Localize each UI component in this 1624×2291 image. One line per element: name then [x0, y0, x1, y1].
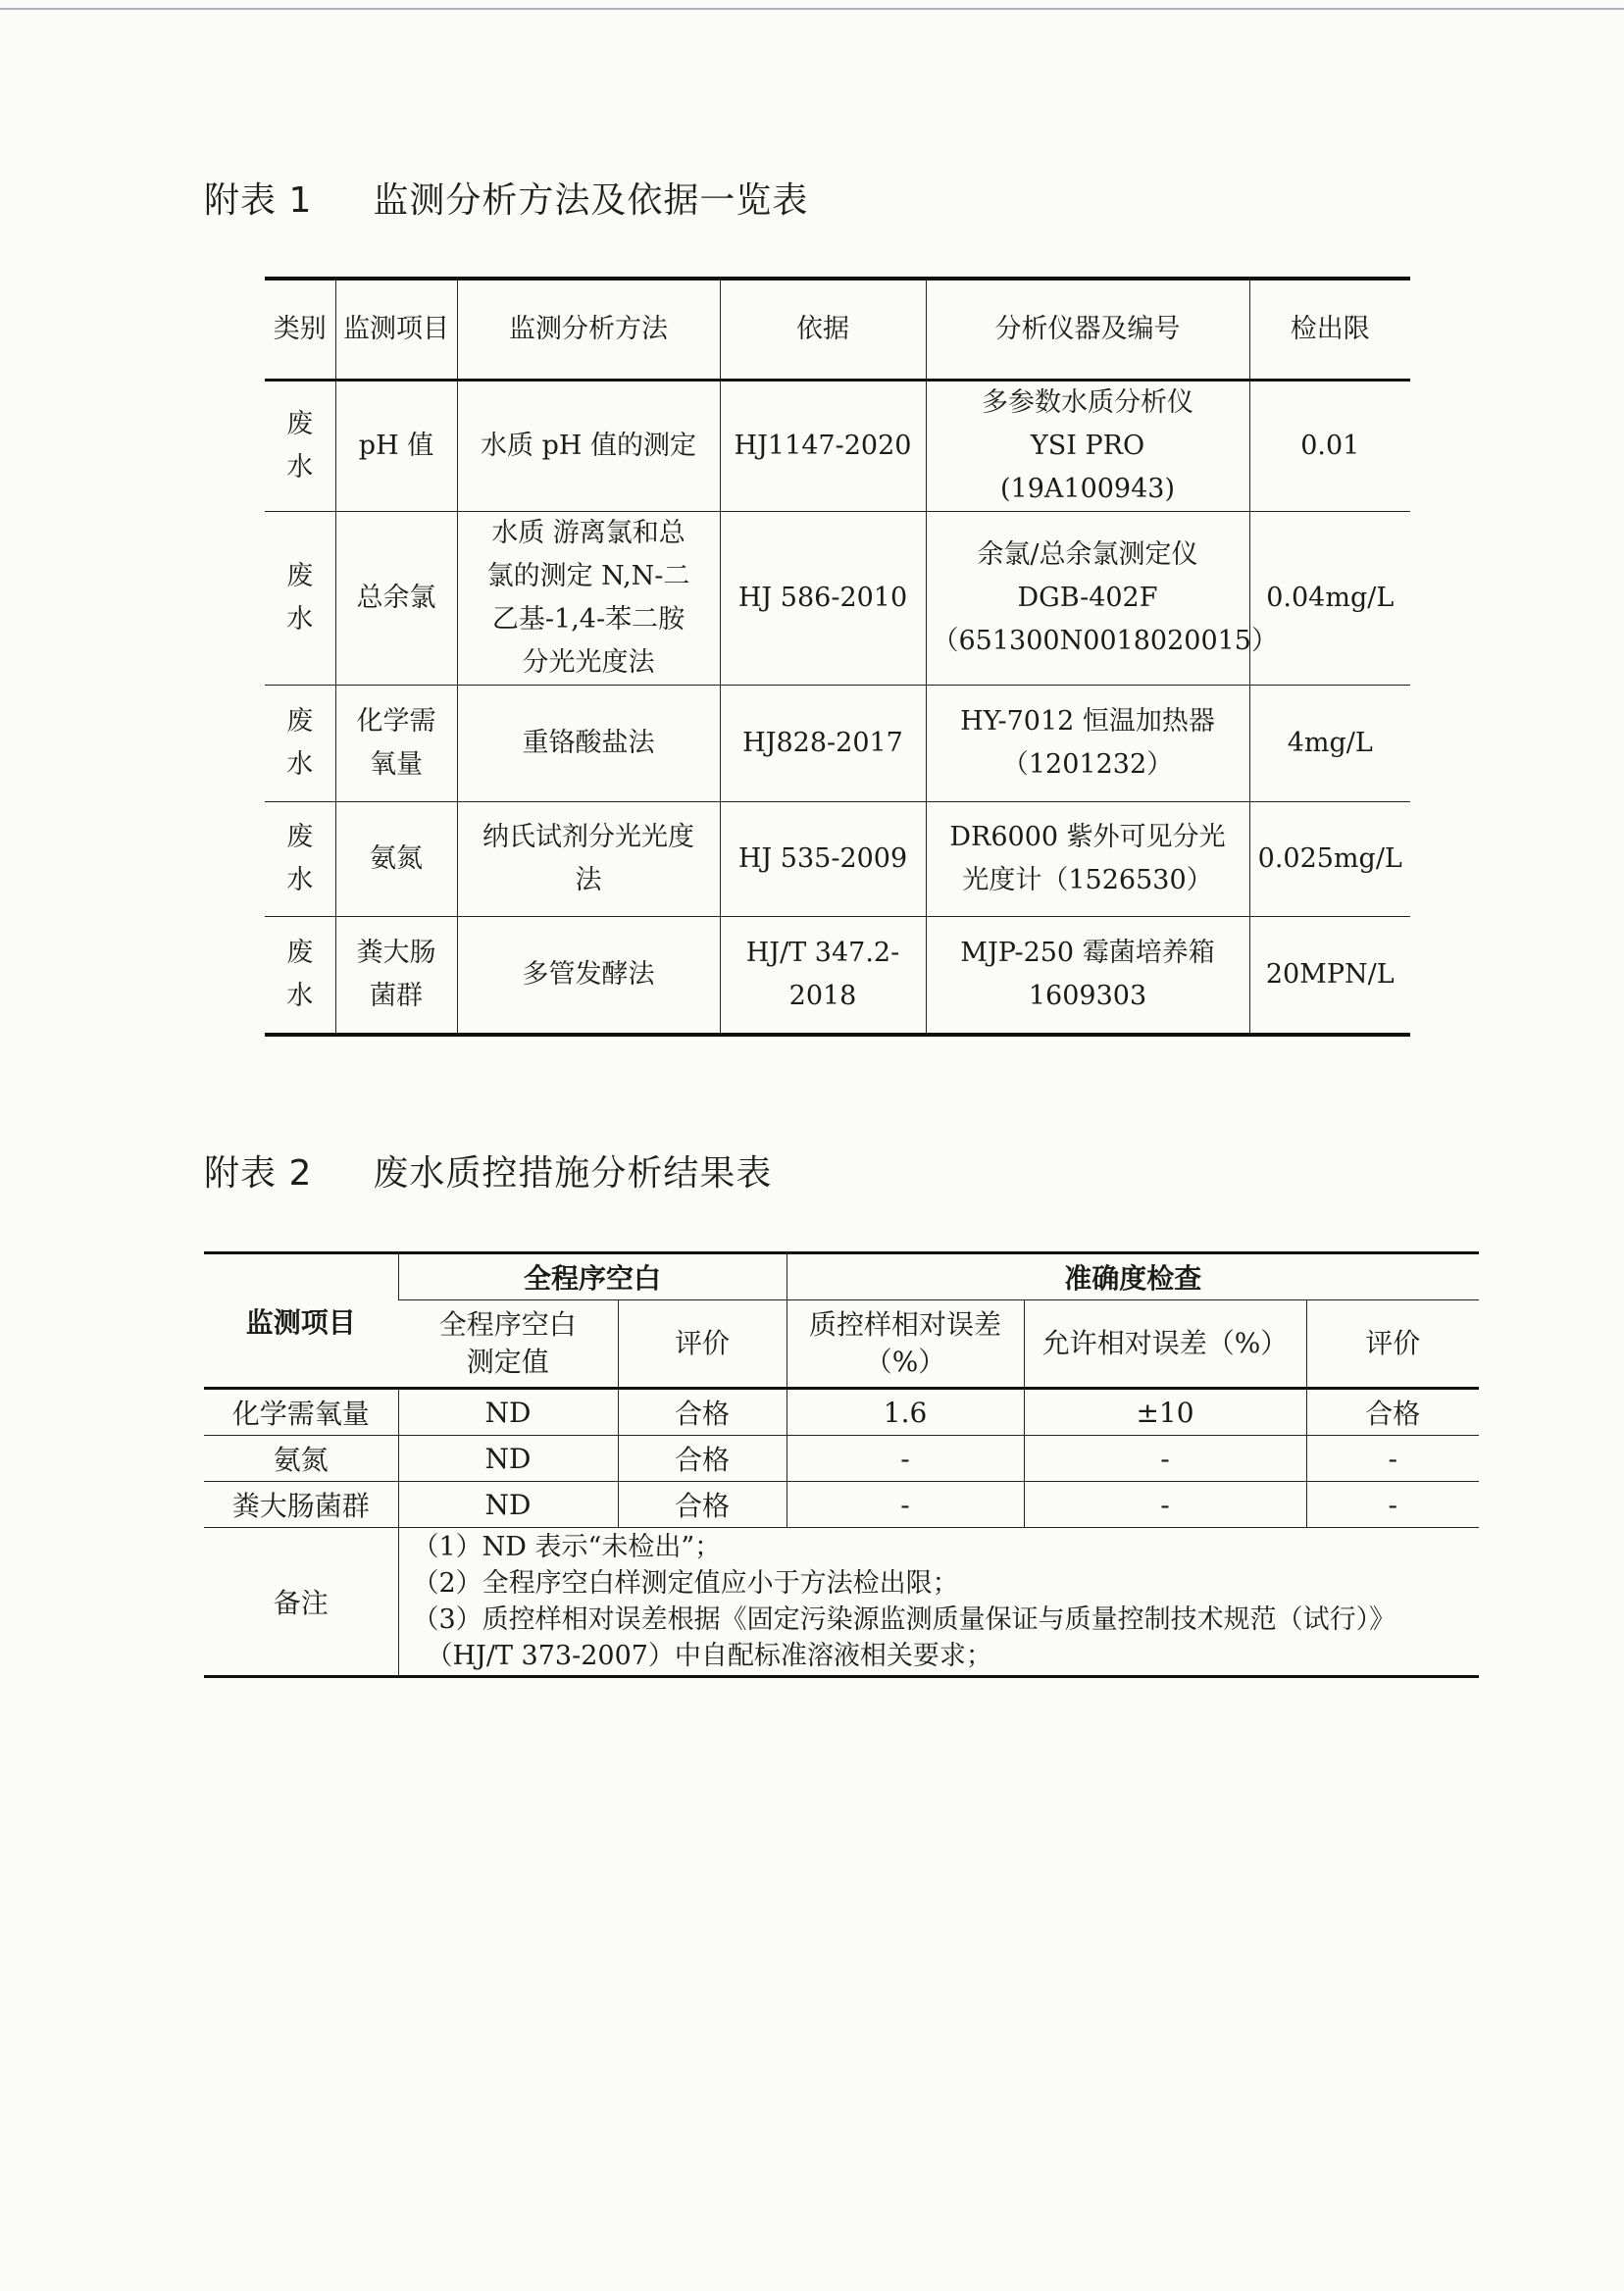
- cell-item-line: 化学需: [356, 706, 436, 737]
- header-basis: 依据: [720, 279, 926, 381]
- cell-basis: [720, 917, 926, 1036]
- cell-category-line: 水: [286, 604, 314, 635]
- qc-blank-eval: 合格: [618, 1482, 787, 1528]
- qc-header-rel-error: [787, 1300, 1024, 1389]
- cell-limit: 4mg/L: [1249, 686, 1410, 802]
- cell-instrument-line: 1609303: [1028, 981, 1147, 1011]
- cell-instrument: [926, 686, 1249, 802]
- cell-item-line: 氨氮: [370, 843, 423, 874]
- scan-edge: [0, 8, 1624, 10]
- qc-note-4: （HJ/T 373-2007）中自配标准溶液相关要求；: [426, 1641, 992, 1671]
- cell-instrument-line: 多参数水质分析仪: [982, 387, 1193, 418]
- qc-acc-eval: 合格: [1306, 1389, 1479, 1436]
- cell-method-line: 水质 pH 值的测定: [481, 431, 696, 461]
- qc-acc-eval: -: [1306, 1482, 1479, 1528]
- cell-basis-line: HJ/T 347.2-: [745, 938, 900, 968]
- methods-table-header: [265, 279, 1410, 381]
- cell-basis: [720, 686, 926, 802]
- cell-item: [335, 381, 457, 512]
- qc-header-accuracy-group: 准确度检查: [787, 1253, 1479, 1300]
- cell-category-line: 水: [286, 981, 314, 1011]
- header-method: 监测分析方法: [457, 279, 720, 381]
- cell-category-line: 水: [286, 452, 314, 483]
- cell-category: [265, 802, 335, 917]
- qc-header-group-row: [204, 1253, 1479, 1300]
- cell-method-line: 乙基-1,4-苯二胺: [491, 604, 685, 635]
- cell-basis: [720, 512, 926, 686]
- cell-instrument-line: MJP-250 霉菌培养箱: [960, 938, 1215, 968]
- cell-method-line: 氯的测定 N,N-二: [486, 561, 690, 591]
- cell-item: [335, 512, 457, 686]
- cell-method-line: 水质 游离氯和总: [491, 518, 685, 548]
- qc-blank-eval: 合格: [618, 1389, 787, 1436]
- header-limit: 检出限: [1249, 279, 1410, 381]
- cell-category-line: 废: [286, 706, 314, 737]
- cell-category-line: 废: [286, 822, 314, 852]
- qc-item: 化学需氧量: [204, 1389, 398, 1436]
- cell-category-line: 废: [286, 938, 314, 968]
- qc-rel-error: -: [787, 1482, 1024, 1528]
- qc-header-allowed: 允许相对误差（%）: [1024, 1300, 1306, 1389]
- qc-notes: [398, 1528, 1479, 1677]
- cell-category-line: 水: [286, 865, 314, 895]
- qc-rel-error: -: [787, 1436, 1024, 1482]
- cell-instrument-line: （651300N0018020015）: [932, 626, 1278, 656]
- table2-caption: [204, 1146, 772, 1196]
- methods-table-row: [265, 802, 1410, 917]
- cell-instrument-line: DR6000 紫外可见分光: [949, 822, 1226, 852]
- cell-item-line: 菌群: [370, 981, 423, 1011]
- cell-method-line: 法: [575, 865, 602, 895]
- cell-method: [457, 802, 720, 917]
- methods-table-row: [265, 686, 1410, 802]
- methods-table-row: [265, 512, 1410, 686]
- cell-basis-line: HJ1147-2020: [734, 431, 912, 461]
- cell-instrument-line: （1201232）: [1001, 749, 1174, 780]
- cell-method: [457, 686, 720, 802]
- qc-header-blank-value-line1: 全程序空白: [438, 1308, 577, 1341]
- cell-basis-line: HJ 586-2010: [737, 583, 908, 613]
- qc-item: 粪大肠菌群: [204, 1482, 398, 1528]
- header-category: 类别: [265, 279, 335, 381]
- cell-category: [265, 381, 335, 512]
- cell-method: [457, 381, 720, 512]
- qc-allowed: -: [1024, 1436, 1306, 1482]
- qc-allowed: -: [1024, 1482, 1306, 1528]
- cell-basis-line: 2018: [788, 981, 857, 1011]
- cell-item: [335, 686, 457, 802]
- qc-item: 氨氮: [204, 1436, 398, 1482]
- qc-acc-eval: -: [1306, 1436, 1479, 1482]
- cell-basis: [720, 381, 926, 512]
- qc-note-3: （3）质控样相对误差根据《固定污染源监测质量保证与质量控制技术规范（试行）》: [412, 1604, 1396, 1635]
- qc-header-acc-eval: 评价: [1306, 1300, 1479, 1389]
- methods-table: [265, 277, 1410, 1037]
- cell-method-line: 分光光度法: [522, 647, 655, 678]
- cell-item: [335, 917, 457, 1036]
- qc-note-1: （1）ND 表示“未检出”；: [412, 1532, 722, 1562]
- cell-item-line: 总余氯: [356, 583, 436, 613]
- qc-allowed: ±10: [1024, 1389, 1306, 1436]
- cell-item-line: 氧量: [370, 749, 423, 780]
- cell-category-line: 废: [286, 409, 314, 439]
- table1-caption-number: 附表 1: [204, 180, 313, 221]
- cell-category: [265, 686, 335, 802]
- qc-header-blank-group: 全程序空白: [398, 1253, 787, 1300]
- header-item: 监测项目: [335, 279, 457, 381]
- cell-limit: 0.04mg/L: [1249, 512, 1410, 686]
- qc-blank-value: ND: [398, 1482, 618, 1528]
- qc-row: [204, 1482, 1479, 1528]
- header-instrument: 分析仪器及编号: [926, 279, 1249, 381]
- qc-header-item: 监测项目: [204, 1253, 398, 1389]
- cell-method-line: 纳氏试剂分光光度: [482, 822, 694, 852]
- cell-item: [335, 802, 457, 917]
- methods-table-row: [265, 917, 1410, 1036]
- cell-instrument-line: (19A100943): [1000, 474, 1175, 504]
- methods-table-row: [265, 381, 1410, 512]
- qc-notes-label: 备注: [204, 1528, 398, 1677]
- cell-basis-line: HJ 535-2009: [737, 843, 908, 874]
- qc-note-2: （2）全程序空白样测定值应小于方法检出限；: [412, 1568, 959, 1599]
- cell-category: [265, 917, 335, 1036]
- table2-caption-title: 废水质控措施分析结果表: [373, 1153, 773, 1194]
- cell-instrument: [926, 512, 1278, 686]
- cell-method-line: 重铬酸盐法: [522, 728, 655, 758]
- cell-method: [457, 917, 720, 1036]
- qc-blank-value: ND: [398, 1436, 618, 1482]
- qc-header-rel-error-line2: （%）: [864, 1346, 946, 1378]
- qc-row: [204, 1389, 1479, 1436]
- cell-item-line: 粪大肠: [356, 938, 436, 968]
- qc-blank-value: ND: [398, 1389, 618, 1436]
- cell-method: [457, 512, 720, 686]
- cell-instrument-line: HY-7012 恒温加热器: [960, 706, 1215, 737]
- cell-item-line: pH 值: [358, 431, 434, 461]
- cell-instrument-line: YSI PRO: [1030, 431, 1145, 461]
- cell-instrument-line: 余氯/总余氯测定仪: [977, 539, 1198, 570]
- table1-caption-title: 监测分析方法及依据一览表: [373, 180, 809, 221]
- cell-limit: 20MPN/L: [1249, 917, 1410, 1036]
- cell-category-line: 水: [286, 749, 314, 780]
- cell-instrument: [926, 917, 1249, 1036]
- qc-header-blank-eval: 评价: [618, 1300, 787, 1389]
- cell-category: [265, 512, 335, 686]
- cell-method-line: 多管发酵法: [522, 959, 655, 990]
- qc-header-blank-value-line2: 测定值: [466, 1346, 549, 1378]
- qc-header-rel-error-line1: 质控样相对误差: [809, 1308, 1002, 1341]
- cell-basis-line: HJ828-2017: [742, 728, 903, 758]
- qc-notes-row: [204, 1528, 1479, 1677]
- qc-rel-error: 1.6: [787, 1389, 1024, 1436]
- cell-category-line: 废: [286, 561, 314, 591]
- qc-results-table: [204, 1251, 1479, 1678]
- qc-blank-eval: 合格: [618, 1436, 787, 1482]
- cell-instrument: [926, 802, 1249, 917]
- table2-caption-number: 附表 2: [204, 1153, 313, 1194]
- cell-instrument-line: DGB-402F: [1017, 583, 1158, 613]
- cell-instrument-line: 光度计（1526530）: [962, 865, 1213, 895]
- table1-caption: [204, 173, 808, 223]
- cell-limit: 0.025mg/L: [1249, 802, 1410, 917]
- qc-row: [204, 1436, 1479, 1482]
- cell-basis: [720, 802, 926, 917]
- qc-header-blank-value: [398, 1300, 618, 1389]
- cell-limit: 0.01: [1249, 381, 1410, 512]
- cell-instrument: [926, 381, 1249, 512]
